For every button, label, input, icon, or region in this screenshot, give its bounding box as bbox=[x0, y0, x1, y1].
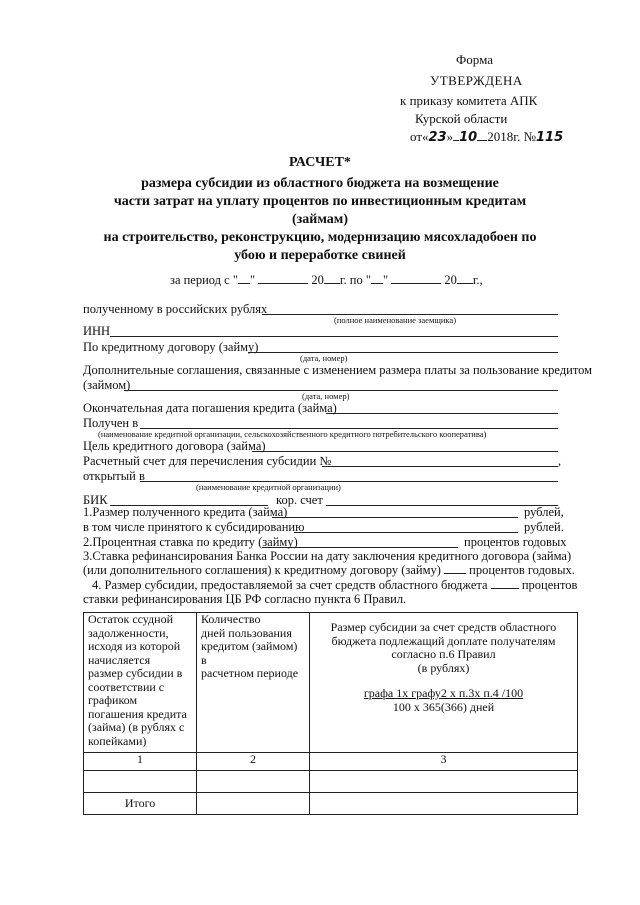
col1-header-line: графиком bbox=[88, 693, 138, 707]
purpose-label: Цель кредитного договора (займа) bbox=[83, 439, 266, 453]
period-to-open: г. по " bbox=[339, 273, 371, 287]
received-in-label: Получен в bbox=[83, 416, 139, 430]
total-label: Итого bbox=[84, 793, 197, 815]
item3-unit: процентов годовых. bbox=[469, 563, 575, 577]
form-label: Форма bbox=[456, 52, 493, 67]
period-from-open: за период с " bbox=[170, 273, 238, 287]
item4-unit: процентов bbox=[521, 578, 578, 592]
account-comma: , bbox=[558, 454, 562, 468]
title-line-1: размера субсидии из областного бюджета на возмещение bbox=[141, 176, 499, 191]
total-cell-3[interactable] bbox=[310, 793, 578, 815]
formula-denominator: 100 х 365(366) дней bbox=[392, 699, 495, 714]
col3-header-line: бюджета подлежащий доплате получателям bbox=[331, 633, 556, 648]
item1-unit: рублей, bbox=[524, 505, 564, 519]
handwritten-day: 23 bbox=[428, 130, 447, 145]
title-line-5: убою и переработке свиней bbox=[234, 248, 406, 263]
item1-label: 1.Размер полученного кредита (займа) bbox=[83, 505, 288, 519]
interest-rate-line[interactable] bbox=[262, 547, 458, 548]
item2-unit: процентов годовых bbox=[464, 535, 567, 549]
col1-header-line: исходя из которой bbox=[88, 639, 181, 653]
subsidized-unit: рублей. bbox=[524, 520, 564, 534]
order-label: к приказу комитета АПК bbox=[400, 93, 538, 108]
document-title: РАСЧЕТ* bbox=[289, 155, 351, 170]
date-year: 2018г. № bbox=[487, 129, 536, 144]
col1-header-line: (займа) (в рублях с bbox=[88, 720, 185, 734]
inn-line[interactable] bbox=[110, 336, 558, 337]
col-number-3: 3 bbox=[310, 753, 578, 771]
period-year-from: 20 bbox=[311, 273, 324, 287]
period-to-close: " bbox=[382, 273, 389, 287]
col1-header-line: начисляется bbox=[88, 652, 151, 667]
subsidy-table bbox=[83, 612, 578, 815]
loan-amount-line[interactable] bbox=[272, 517, 518, 518]
col1-header-line: задолженности, bbox=[88, 625, 169, 640]
approved-label: УТВЕРЖДЕНА bbox=[430, 73, 523, 88]
period-year-to: 20 bbox=[444, 273, 457, 287]
approval-date bbox=[410, 129, 563, 145]
col1-header-line: погашения кредита bbox=[88, 706, 187, 721]
formula-numerator: графа 1х графу2 х п.3х п.4 /100 bbox=[363, 686, 524, 700]
col2-header-line: в bbox=[201, 652, 207, 667]
received-rub-label: полученному в российских рублях bbox=[83, 302, 268, 316]
col-number-1: 1 bbox=[84, 753, 197, 771]
inn-label: ИНН bbox=[83, 324, 111, 338]
opened-in-label: открытый в bbox=[83, 469, 145, 483]
col3-header bbox=[310, 613, 578, 753]
account-label: Расчетный счет для перечисления субсидии № bbox=[83, 454, 332, 468]
col1-header-line: Остаток ссудной bbox=[88, 612, 174, 626]
data-cell-2[interactable] bbox=[197, 771, 310, 793]
col2-header-line: дней пользования bbox=[201, 625, 292, 640]
data-cell-1[interactable] bbox=[84, 771, 197, 793]
subsidized-label: в том числе принятого к субсидированию bbox=[83, 520, 305, 534]
total-cell-2[interactable] bbox=[197, 793, 310, 815]
col2-header bbox=[197, 613, 310, 753]
col2-header-line: расчетном периоде bbox=[201, 666, 299, 680]
handwritten-number: 115 bbox=[535, 130, 564, 145]
data-cell-3[interactable] bbox=[310, 771, 578, 793]
subsidized-line[interactable] bbox=[294, 532, 518, 533]
date-number-hint: (дата, номер) bbox=[300, 353, 348, 363]
refi-rate-line[interactable] bbox=[444, 573, 466, 574]
col3-header-line: (в рублях) bbox=[417, 660, 470, 675]
borrower-hint: (полное наименование заемщика) bbox=[334, 315, 457, 325]
title-line-4: на строительство, реконструкцию, модернизацию мясохладобоен по bbox=[103, 230, 537, 245]
item2-label: 2.Процентная ставка по кредиту (займу) bbox=[83, 535, 298, 549]
title-line-3: (займам) bbox=[292, 212, 348, 227]
final-date-label: Окончательная дата погашения кредита (займа) bbox=[83, 401, 337, 415]
col-number-2: 2 bbox=[197, 753, 310, 771]
corr-account-label: кор. счет bbox=[276, 493, 323, 507]
org-hint: (наименование кредитной организации, сельскохозяйственного кредитного потребительского кооператива) bbox=[98, 429, 487, 439]
col3-header-line: Размер субсидии за счет средств областного bbox=[330, 620, 557, 634]
col1-header-line: соответствии с bbox=[88, 679, 165, 694]
subsidy-pct-line[interactable] bbox=[491, 588, 519, 589]
period-line bbox=[170, 273, 483, 287]
date-prefix: от« bbox=[410, 129, 429, 144]
date-number-hint-2: (дата, номер) bbox=[302, 391, 350, 401]
col1-header-line: копейками) bbox=[88, 733, 147, 748]
period-from-close: " bbox=[249, 273, 256, 287]
item3-line1: 3.Ставка рефинансирования Банка России на дату заключения кредитного договора (займа) bbox=[83, 549, 572, 563]
date-mid: » bbox=[446, 129, 454, 144]
handwritten-month: 10 bbox=[459, 130, 478, 145]
bik-label: БИК bbox=[83, 493, 108, 507]
account-line[interactable] bbox=[322, 466, 558, 467]
col2-header-line: кредитом (займом) bbox=[201, 639, 298, 653]
item4-text: 4. Размер субсидии, предоставляемой за счет средств областного бюджета bbox=[92, 578, 488, 592]
col1-header-line: размер субсидии в bbox=[88, 666, 183, 680]
bank-hint: (наименование кредитной организации) bbox=[196, 482, 341, 492]
loan-agreement-line[interactable] bbox=[248, 352, 558, 353]
item4-line1 bbox=[92, 578, 577, 592]
item3-text: (или дополнительного соглашения) к кредитному договору (займу) bbox=[83, 563, 441, 577]
loan-agreement-label: По кредитному договору (займу) bbox=[83, 340, 259, 354]
col2-header-line: Количество bbox=[201, 612, 261, 626]
final-date-line[interactable] bbox=[326, 413, 558, 414]
col1-header bbox=[84, 613, 197, 753]
item4-line2: ставки рефинансирования ЦБ РФ согласно пункта 6 Правил. bbox=[83, 592, 407, 606]
title-line-2: части затрат на уплату процентов по инвестиционным кредитам bbox=[113, 194, 527, 209]
item3-line2 bbox=[83, 563, 575, 577]
additional-agreements-label: Дополнительные соглашения, связанные с изменением размера платы за пользование кредитом bbox=[83, 363, 593, 377]
region-label: Курской области bbox=[415, 111, 508, 126]
period-end: г., bbox=[472, 273, 483, 287]
additional-agreements-label-2: (займом) bbox=[83, 378, 131, 392]
purpose-line[interactable] bbox=[252, 451, 558, 452]
col3-header-line: согласно п.6 Правил bbox=[391, 647, 496, 661]
